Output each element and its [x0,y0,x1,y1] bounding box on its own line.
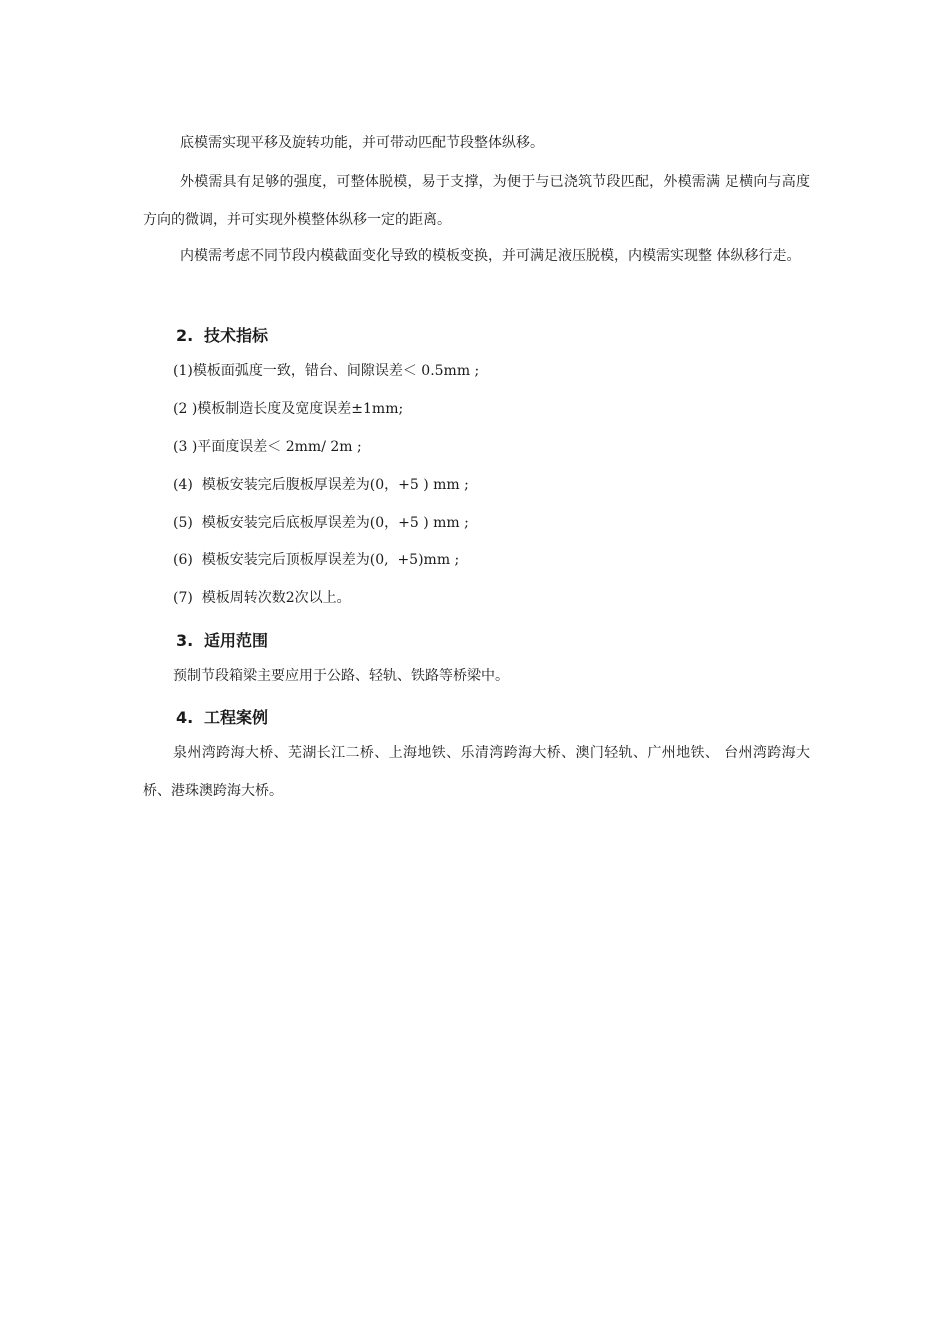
section-title: 工程案例 [204,708,269,727]
section-number: 4. [176,708,194,727]
paragraph-bottom-form: 底模需实现平移及旋转功能，并可带动匹配节段整体纵移。 [180,135,544,151]
spec-item: (5) 模板安装完后底板厚误差为(0，+5 ) mm ; [173,515,469,531]
section-title: 适用范围 [204,631,269,650]
section-heading-cases [176,708,268,728]
section-title: 技术指标 [204,326,269,345]
spec-item: (2 )模板制造长度及宽度误差±1mm; [173,401,404,417]
spec-item: (7) 模板周转次数2次以上。 [173,590,351,606]
section-heading-scope [176,631,268,651]
section-number: 2. [176,326,194,345]
spec-item: (1)模板面弧度一致，错台、间隙误差＜ 0.5mm ; [173,363,480,379]
paragraph-inner-form: 内模需考虑不同节段内模截面变化导致的模板变换，并可满足液压脱模，内模需实现整 体纵移行走。 [180,248,801,264]
paragraph-outer-form: 外模需具有足够的强度，可整体脱模，易于支撑，为便于与已浇筑节段匹配，外模需满 足横向与高度方向的微调，并可实现外模整体纵移一定的距离。 [143,174,810,228]
spec-item: (4) 模板安装完后腹板厚误差为(0，+5 ) mm ; [173,477,469,493]
spec-item: (6) 模板安装完后顶板厚误差为(0, +5)mm ; [173,552,460,568]
section-number: 3. [176,631,194,650]
cases-text: 泉州湾跨海大桥、芜湖长江二桥、上海地铁、乐清湾跨海大桥、澳门轻轨、广州地铁、 台州湾跨海大桥、港珠澳跨海大桥。 [143,745,810,799]
spec-item: (3 )平面度误差＜ 2mm/ 2m ; [173,439,362,455]
section-heading-technical-specs [176,326,268,346]
scope-text: 预制节段箱梁主要应用于公路、轻轨、铁路等桥梁中。 [173,668,509,684]
